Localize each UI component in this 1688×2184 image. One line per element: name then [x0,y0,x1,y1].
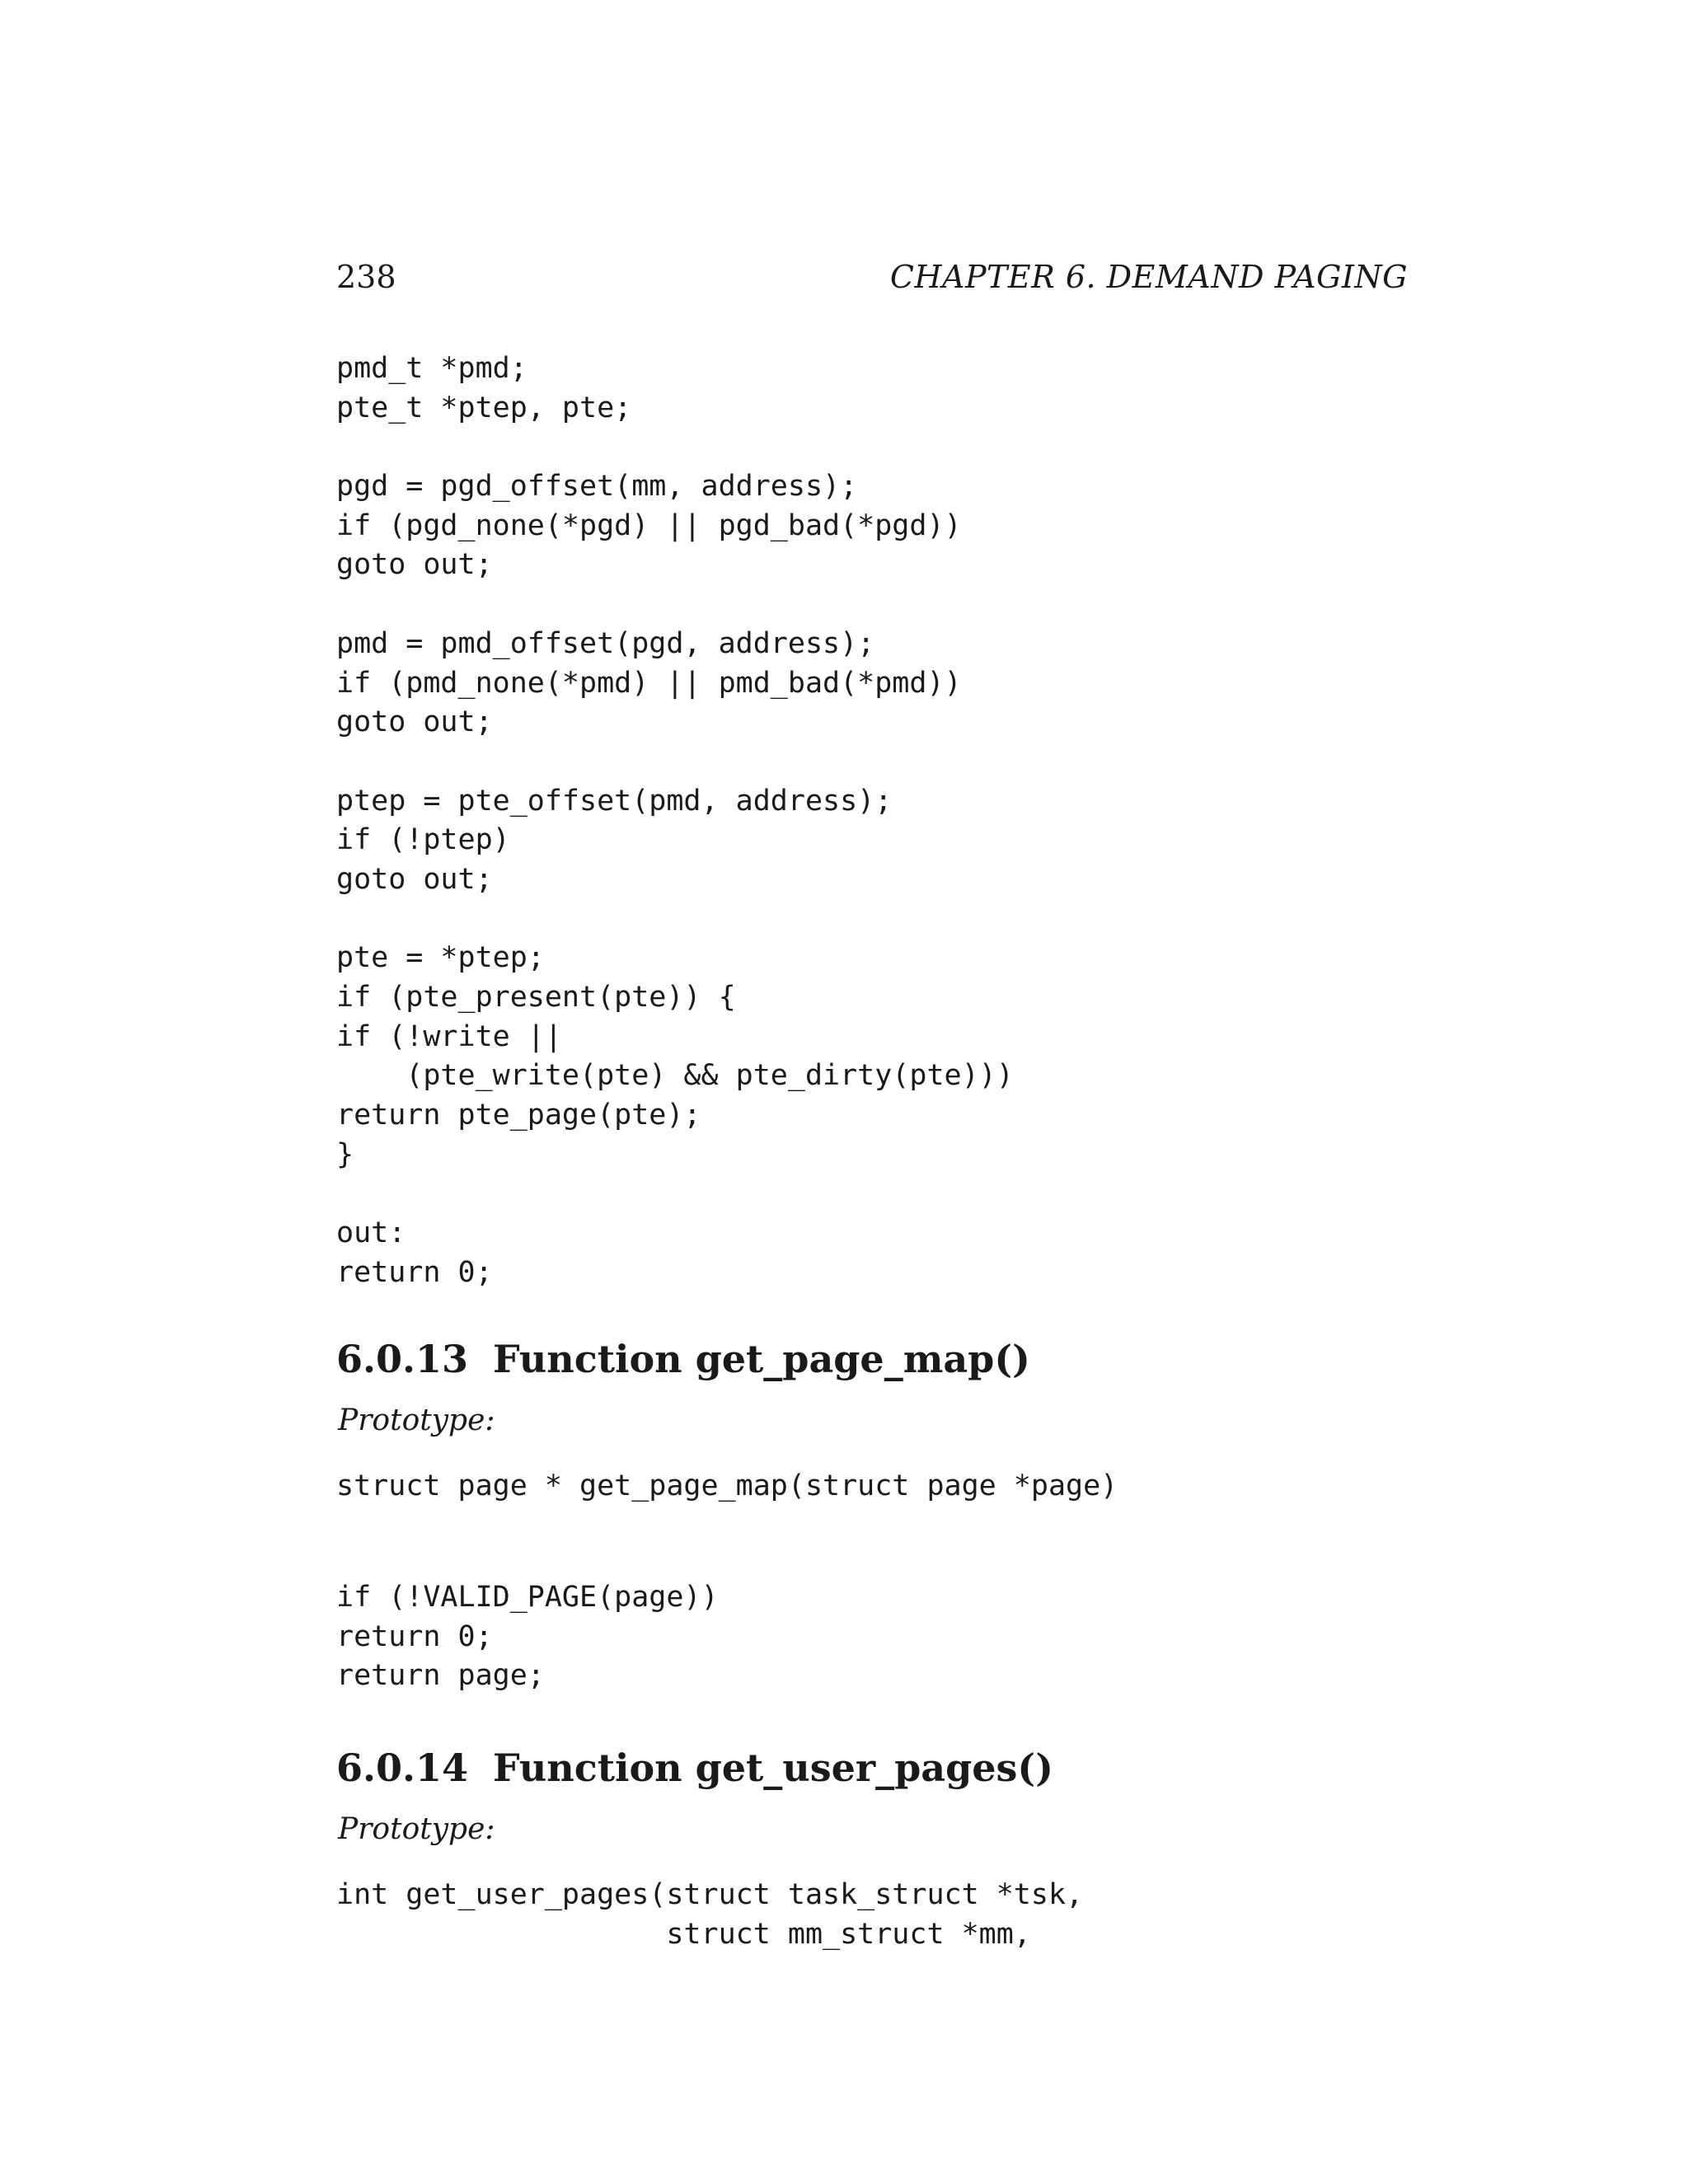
code-line: if (!ptep) [336,823,510,857]
code-line: if (pte_present(pte)) { [336,981,736,1014]
section-title: Function get_user_pages() [493,1746,1053,1790]
code-line: goto out; [336,862,493,896]
code-line: } [336,1137,354,1171]
code-line: if (pmd_none(*pmd) || pmd_bad(*pmd)) [336,666,962,700]
code-line: return pte_page(pte); [336,1099,701,1132]
code-line: pte_t *ptep, pte; [336,391,632,424]
code-line [336,743,1014,782]
code-line: out: [336,1216,406,1250]
code-prototype-get-page-map [336,1467,1118,1507]
code-line: pmd = pmd_offset(pgd, address); [336,626,875,660]
code-prototype-get-user-pages [336,1876,1083,1954]
code-line: pte = *ptep; [336,941,545,975]
section-title: Function get_page_map() [493,1337,1030,1381]
code-line: int get_user_pages(struct task_struct *tsk, [336,1878,1084,1911]
code-line [336,585,1014,625]
code-line: if (!write || [336,1019,562,1053]
code-line: return 0; [336,1255,493,1289]
code-line [336,1174,1014,1214]
section-heading-get-user-pages [336,1746,1053,1790]
code-line: struct page * get_page_map(struct page *page) [336,1469,1118,1502]
code-line: pmd_t *pmd; [336,352,528,385]
code-block-get-page-body [336,349,1014,1293]
code-line: if (!VALID_PAGE(page)) [336,1581,719,1614]
prototype-label: Prototype: [338,1404,495,1437]
code-line: goto out; [336,705,493,739]
code-line: return page; [336,1659,545,1693]
code-line: if (pgd_none(*pgd) || pgd_bad(*pgd)) [336,509,962,542]
code-line: (pte_write(pte) && pte_dirty(pte))) [336,1059,1014,1093]
code-block-get-page-map-body [336,1578,719,1696]
code-line: return 0; [336,1619,493,1653]
code-line [336,428,1014,467]
code-line: struct mm_struct *mm, [336,1917,1031,1951]
code-line: pgd = pgd_offset(mm, address); [336,470,858,504]
section-number: 6.0.14 [336,1746,469,1790]
running-head: CHAPTER 6. DEMAND PAGING [889,259,1408,295]
code-line: ptep = pte_offset(pmd, address); [336,784,893,818]
section-number: 6.0.13 [336,1337,469,1381]
code-line: goto out; [336,548,493,582]
page-number: 238 [336,259,396,295]
section-heading-get-page-map [336,1337,1030,1381]
prototype-label: Prototype: [338,1812,495,1846]
code-line [336,900,1014,940]
